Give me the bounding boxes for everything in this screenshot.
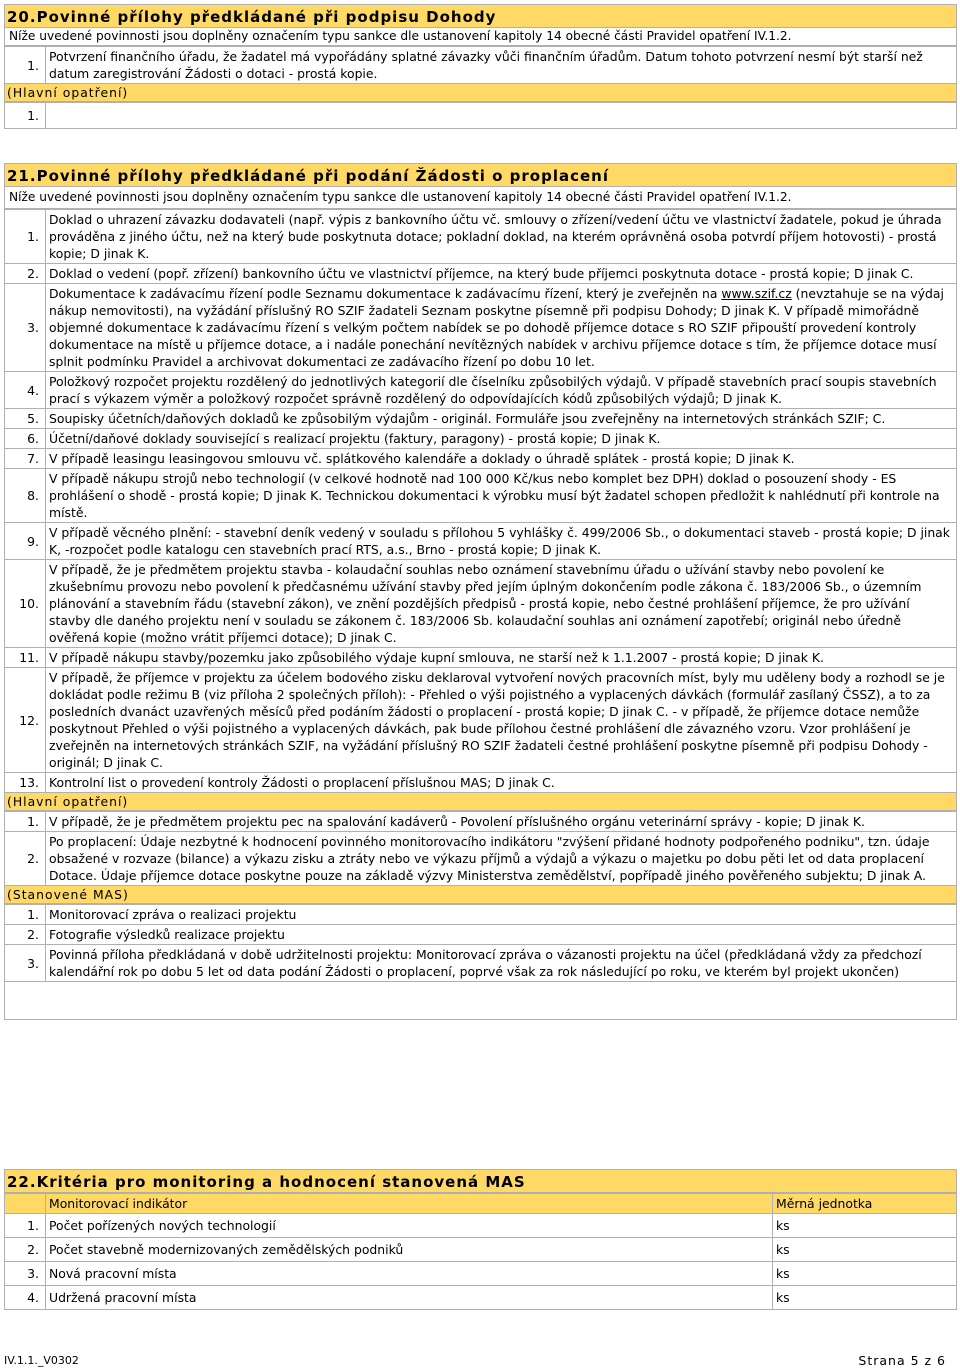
item-number: 2. bbox=[5, 264, 46, 284]
section-20 bbox=[4, 4, 957, 129]
item-text: Povinná příloha předkládaná v době udržitelnosti projektu: Monitorovací zpráva o vázanosti projektu na účel (předkládaná vždy za předchozí kalendářní rok po dobu 5 let od data podání Žádosti o proplacení, poprvé však za rok následující po roku, ve kterém byl projekt ukončen) bbox=[46, 945, 957, 982]
indicator-unit: ks bbox=[773, 1214, 957, 1238]
item-number: 7. bbox=[5, 449, 46, 469]
item-text: V případě, že je předmětem projektu pec na spalování kadáverů - Povolení příslušného orgánu veterinární správy - kopie; D jinak K. bbox=[46, 812, 957, 832]
item-number: 3. bbox=[5, 945, 46, 982]
list-item bbox=[5, 905, 957, 925]
item-number: 1. bbox=[5, 905, 46, 925]
header-empty bbox=[5, 1194, 46, 1214]
document-code: IV.1.1._V0302 bbox=[4, 1354, 79, 1367]
item-text: Potvrzení finančního úřadu, že žadatel má vypořádány splatné závazky vůči finančním úřadům. Datum tohoto potvrzení nesmí být starší než datum zaregistrování Žádosti o dotaci - prostá kopie. bbox=[46, 47, 957, 84]
list-item bbox=[5, 372, 957, 409]
item-number: 10. bbox=[5, 560, 46, 648]
indicator-unit: ks bbox=[773, 1238, 957, 1262]
item-number: 13. bbox=[5, 773, 46, 793]
item-text: V případě, že příjemce v projektu za účelem bodového zisku deklaroval vytvoření nových pracovních míst, byly mu uděleny body a rozhodl se je dokládat podle režimu B (viz příloha 2 společných příloh): - Přehled o výši pojistného a vyplacených dávkách (formulář zasílaný ČSSZ), a to za posledních dvanáct uzavřených měsíců před podáním žádosti o proplacení - prostá kopie; D jinak C. - v případě, že příjemce dotace nemůže poskytnout Přehled o výši pojistného a vyplacených dávkách, pak bude přílohou čestné prohlášení dle závazného vzoru. Vzor prohlášení je zveřejněn na internetových stránkách SZIF, na vyžádání příslušný RO SZIF žadateli čestné prohlášení poskytne písemně při podpisu Dohody - originál; D jinak C. bbox=[46, 668, 957, 773]
section-21-hlavni-items bbox=[4, 811, 957, 886]
section-22 bbox=[4, 1169, 957, 1310]
row-number: 2. bbox=[5, 1238, 46, 1262]
section-21-mas-items bbox=[4, 904, 957, 982]
table-row bbox=[5, 1286, 957, 1310]
list-item bbox=[5, 47, 957, 84]
item-number: 4. bbox=[5, 372, 46, 409]
hlavni-opatreni-label: (Hlavní opatření) bbox=[4, 793, 957, 811]
section-20-items bbox=[4, 46, 957, 84]
item-text: Soupisky účetních/daňových dokladů ke způsobilým výdajům - originál. Formuláře jsou zveřejněny na internetových stránkách SZIF; C. bbox=[46, 409, 957, 429]
item-text: V případě, že je předmětem projektu stavba - kolaudační souhlas nebo oznámení stavebnímu úřadu o užívání stavby nebo povolení ke zkušebnímu provozu nebo povolení k předčasnému užívání stavby před jejím úplným dokončením podle zákona č. 183/2006 Sb., o územním plánování a stavebním řádu (stavební zákon), ve znění pozdějších předpisů - prostá kopie, nebo čestné prohlášení příjemce, že pro užívání stavby dle daného projektu není v souladu se zákonem č. 183/2006 Sb. kolaudační souhlas ani oznámení zapotřebí; originál nebo úředně ověřená kopie (možno vrátit příjemci dotace); D jinak C. bbox=[46, 560, 957, 648]
item-text: Doklad o vedení (popř. zřízení) bankovního účtu ve vlastnictví příjemce, na který bude příjemci poskytnuta dotace - prostá kopie; D jinak C. bbox=[46, 264, 957, 284]
item-text: Doklad o uhrazení závazku dodavateli (např. výpis z bankovního účtu vč. smlouvy o zřízení/vedení účtu ve vlastnictví žadatele, pokud je úhrada prováděna z jiného účtu, než na který bude poskytnuta dotace; pokladní doklad, na kterém oprávněná osoba potvrdí příjem hotovosti) - prostá kopie; D jinak K. bbox=[46, 210, 957, 264]
item-text: V případě leasingu leasingovou smlouvu vč. splátkového kalendáře a doklady o úhradě splátek - prostá kopie; D jinak K. bbox=[46, 449, 957, 469]
row-number: 3. bbox=[5, 1262, 46, 1286]
item-text: Monitorovací zpráva o realizaci projektu bbox=[46, 905, 957, 925]
list-item bbox=[5, 925, 957, 945]
section-20-title: 20.Povinné přílohy předkládané při podpisu Dohody bbox=[4, 4, 957, 28]
item-text-part: Dokumentace k zadávacímu řízení podle Seznamu dokumentace k zadávacímu řízení, který je zveřejněn na bbox=[49, 286, 722, 301]
list-item bbox=[5, 523, 957, 560]
item-number: 12. bbox=[5, 668, 46, 773]
item-number: 1. bbox=[5, 103, 46, 129]
item-text: Kontrolní list o provedení kontroly Žádosti o proplacení příslušnou MAS; D jinak C. bbox=[46, 773, 957, 793]
szif-link[interactable]: www.szif.cz bbox=[721, 286, 792, 301]
indicator-table bbox=[4, 1193, 957, 1310]
list-item bbox=[5, 832, 957, 886]
item-number: 1. bbox=[5, 812, 46, 832]
item-number: 6. bbox=[5, 429, 46, 449]
list-item bbox=[5, 103, 957, 129]
section-20-intro: Níže uvedené povinnosti jsou doplněny označením typu sankce dle ustanovení kapitoly 14 obecné části Pravidel opatření IV.1.2. bbox=[4, 28, 957, 46]
page-number: Strana 5 z 6 bbox=[858, 1353, 946, 1368]
item-text: V případě nákupu strojů nebo technologií (v celkové hodnotě nad 100 000 Kč/kus nebo komplet bez DPH) doklad o posouzení shody - ES prohlášení o shodě - prostá kopie; D jinak K. Technickou dokumentaci k výrobku musí být žadatel schopen předložit k nahlédnutí při kontrole na místě. bbox=[46, 469, 957, 523]
item-text: V případě věcného plnění: - stavební deník vedený v souladu s přílohou 5 vyhlášky č. 499/2006 Sb., o dokumentaci staveb - prostá kopie; D jinak K, -rozpočet podle katalogu cen stavebních prací RTS, a.s., Brno - prostá kopie; D jinak K. bbox=[46, 523, 957, 560]
item-number: 9. bbox=[5, 523, 46, 560]
indicator-unit: ks bbox=[773, 1286, 957, 1310]
item-text bbox=[46, 284, 957, 372]
list-item bbox=[5, 648, 957, 668]
indicator-name: Počet pořízených nových technologií bbox=[46, 1214, 773, 1238]
item-number: 2. bbox=[5, 925, 46, 945]
list-item bbox=[5, 668, 957, 773]
table-header-row bbox=[5, 1194, 957, 1214]
table-row bbox=[5, 1262, 957, 1286]
item-number: 2. bbox=[5, 832, 46, 886]
column-header-indicator: Monitorovací indikátor bbox=[46, 1194, 773, 1214]
item-number: 1. bbox=[5, 210, 46, 264]
list-item bbox=[5, 469, 957, 523]
section-21-intro: Níže uvedené povinnosti jsou doplněny označením typu sankce dle ustanovení kapitoly 14 obecné části Pravidel opatření IV.1.2. bbox=[4, 187, 957, 209]
section-21-title: 21.Povinné přílohy předkládané při podání Žádosti o proplacení bbox=[4, 163, 957, 187]
item-number: 5. bbox=[5, 409, 46, 429]
row-number: 1. bbox=[5, 1214, 46, 1238]
item-text: Po proplacení: Údaje nezbytné k hodnocení povinného monitorovacího indikátoru "zvýšení přidané hodnoty podpořeného podniku", tzn. údaje obsažené v rozvaze (bilance) a výkazu zisku a ztráty nebo ve výkazu příjmů a výdajů a výkazu o majetku po dobu pěti let od data proplacení Dotace. Údaje příjemce dotace poskytne pouze na základě výzvy Ministerstva zemědělství, popřípadě jiného pověřeného subjektu; D jinak A. bbox=[46, 832, 957, 886]
indicator-name: Počet stavebně modernizovaných zemědělských podniků bbox=[46, 1238, 773, 1262]
item-number: 11. bbox=[5, 648, 46, 668]
list-item bbox=[5, 210, 957, 264]
list-item bbox=[5, 284, 957, 372]
empty-row bbox=[4, 982, 957, 1020]
list-item bbox=[5, 945, 957, 982]
item-text-part: (nevztahuje se na výdaj nákup nemovitosti), na vyžádání příslušný RO SZIF žadateli Seznam poskytne písemně při podpisu Dohody; D jinak K. V případě mimořádně objemné dokumentace k zadávacímu řízení s velkým počtem nabídek se po dohodě příjemce dotace s RO SZIF připouští provedení kontroly dokumentace na místě u příjemce dotace, a i nadále ponechání nevítězných nabídek v archivu příjemce dotace s tím, že příjemce dotace musí splnit podmínku Pravidel a archivovat dokumentaci ze zadávacího řízení po dobu 10 let. bbox=[49, 286, 944, 369]
item-text: V případě nákupu stavby/pozemku jako způsobilého výdaje kupní smlouva, ne starší než k 1.1.2007 - prostá kopie; D jinak K. bbox=[46, 648, 957, 668]
section-21-items bbox=[4, 209, 957, 793]
indicator-name: Udržená pracovní místa bbox=[46, 1286, 773, 1310]
hlavni-opatreni-label: (Hlavní opatření) bbox=[4, 84, 957, 102]
item-text: Fotografie výsledků realizace projektu bbox=[46, 925, 957, 945]
stanovene-mas-label: (Stanovené MAS) bbox=[4, 886, 957, 904]
item-text: Účetní/daňové doklady související s realizací projektu (faktury, paragony) - prostá kopie; D jinak K. bbox=[46, 429, 957, 449]
list-item bbox=[5, 264, 957, 284]
list-item bbox=[5, 429, 957, 449]
indicator-name: Nová pracovní místa bbox=[46, 1262, 773, 1286]
column-header-unit: Měrná jednotka bbox=[773, 1194, 957, 1214]
item-number: 3. bbox=[5, 284, 46, 372]
item-number: 8. bbox=[5, 469, 46, 523]
list-item bbox=[5, 773, 957, 793]
row-number: 4. bbox=[5, 1286, 46, 1310]
list-item bbox=[5, 812, 957, 832]
section-22-title: 22.Kritéria pro monitoring a hodnocení stanovená MAS bbox=[4, 1169, 957, 1193]
list-item bbox=[5, 449, 957, 469]
item-number: 1. bbox=[5, 47, 46, 84]
table-row bbox=[5, 1214, 957, 1238]
indicator-unit: ks bbox=[773, 1262, 957, 1286]
item-text bbox=[46, 103, 957, 129]
list-item bbox=[5, 409, 957, 429]
item-text: Položkový rozpočet projektu rozdělený do jednotlivých kategorií dle číselníku způsobilých výdajů. V případě stavebních prací soupis stavebních prací s výkazem výměr a položkový rozpočet správně rozdělený do odpovídajících kódů způsobilých výdajů; D jinak K. bbox=[46, 372, 957, 409]
list-item bbox=[5, 560, 957, 648]
section-20-hlavni-items bbox=[4, 102, 957, 129]
table-row bbox=[5, 1238, 957, 1262]
section-21 bbox=[4, 163, 957, 1020]
